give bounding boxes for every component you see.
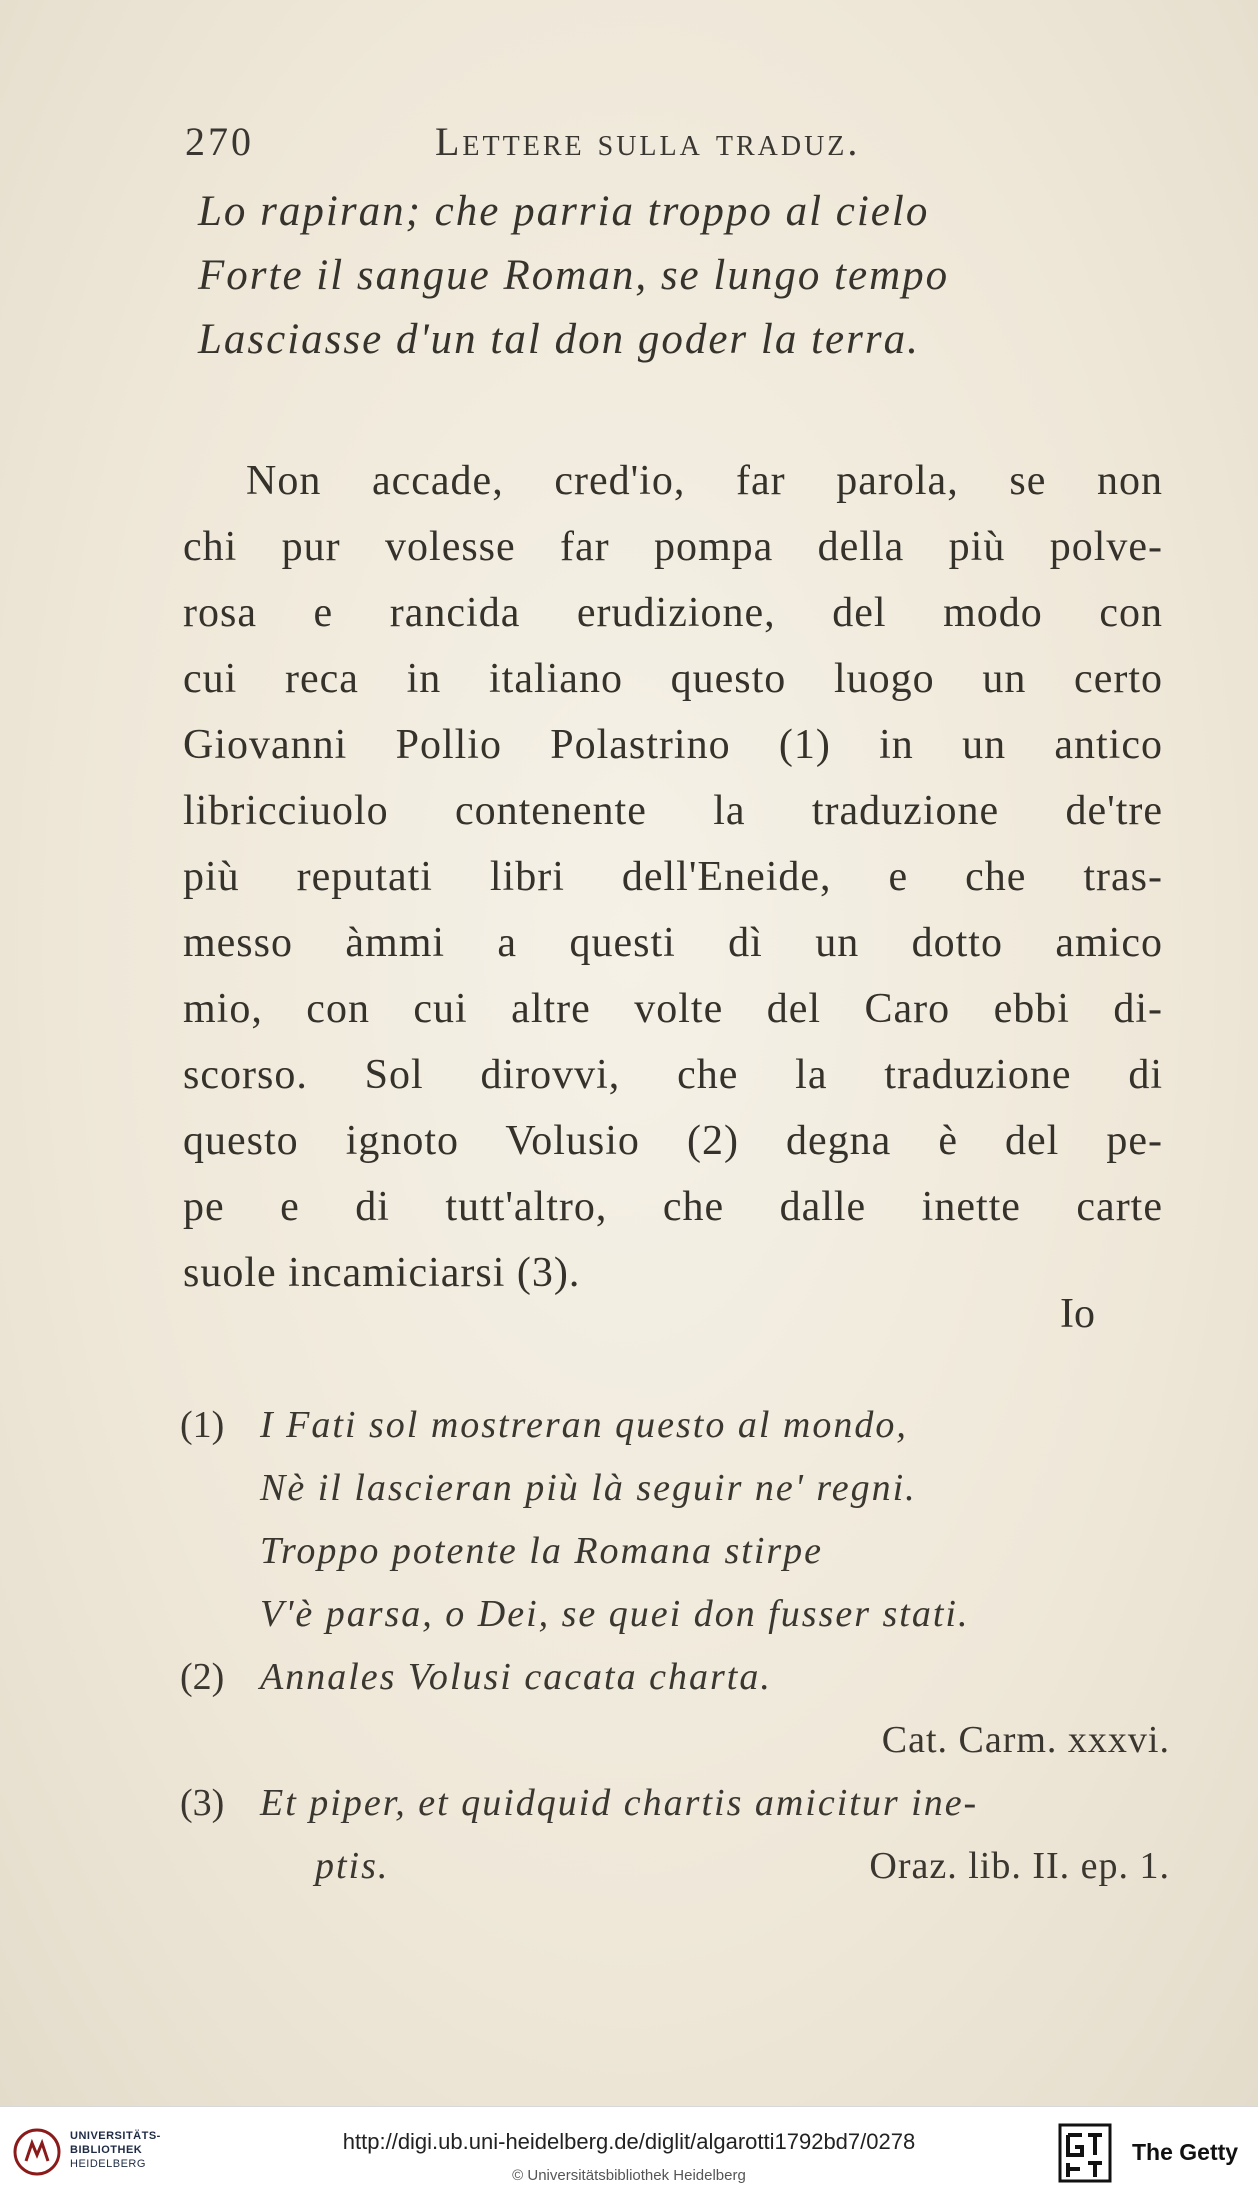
page-header	[185, 118, 1185, 178]
footnote-1-cont	[180, 1457, 1170, 1520]
footnote-verse: I Fati sol mostreran questo al mondo,	[260, 1404, 908, 1446]
body-line: cui reca in italiano questo luogo un certo	[183, 656, 1163, 702]
body-line: Non accade, cred'io, far parola, se non	[246, 458, 1163, 504]
footnote-source: Cat. Carm. xxxvi.	[881, 1719, 1170, 1761]
verse-line: Lasciasse d'un tal don goder la terra.	[198, 316, 920, 363]
footnote-2-source	[180, 1709, 1170, 1772]
permalink-url[interactable]: http://digi.ub.uni-heidelberg.de/diglit/algarotti1792bd7/0278	[342, 2129, 916, 2154]
copyright-notice: © Universitätsbibliothek Heidelberg	[512, 2167, 746, 2184]
body-line: chi pur volesse far pompa della più polve-	[183, 524, 1163, 570]
page-number: 270	[185, 119, 254, 164]
footnotes	[180, 1394, 1170, 1898]
body-line: più reputati libri dell'Eneide, e che tras-	[183, 854, 1163, 900]
body-line: libricciuolo contenente la traduzione de'tre	[183, 788, 1163, 834]
body-line: mio, con cui altre volte del Caro ebbi di-	[183, 986, 1163, 1032]
footer-bar	[0, 2106, 1258, 2197]
verse-line: Forte il sangue Roman, se lungo tempo	[198, 252, 950, 299]
footnote-mark: (3)	[180, 1782, 225, 1824]
footnote-text: Annales Volusi cacata charta.	[260, 1656, 772, 1698]
body-line: Giovanni Pollio Polastrino (1) in un antico	[183, 722, 1163, 768]
footnote-1-cont	[180, 1583, 1170, 1646]
body-line: messo àmmi a questi dì un dotto amico	[183, 920, 1163, 966]
footnote-mark: (1)	[180, 1404, 225, 1446]
footnote-verse: Nè il lascieran più là seguir ne' regni.	[260, 1467, 917, 1509]
footnote-2	[180, 1646, 1170, 1709]
footnote-3-cont	[180, 1835, 1170, 1898]
verse-quotation	[198, 180, 1168, 372]
body-line: scorso. Sol dirovvi, che la traduzione di	[183, 1052, 1163, 1098]
footnote-source: Oraz. lib. II. ep. 1.	[869, 1845, 1170, 1887]
body-line: suole incamiciarsi (3).	[183, 1250, 581, 1296]
body-line: questo ignoto Volusio (2) degna è del pe-	[183, 1118, 1163, 1164]
footnote-verse: V'è parsa, o Dei, se quei don fusser stati.	[260, 1593, 970, 1635]
body-paragraph	[183, 448, 1163, 1306]
body-line: rosa e rancida erudizione, del modo con	[183, 590, 1163, 636]
footnote-3	[180, 1772, 1170, 1835]
getty-logo-icon	[1058, 2123, 1112, 2183]
verse-line: Lo rapiran; che parria troppo al cielo	[198, 188, 930, 235]
footnote-1-cont	[180, 1520, 1170, 1583]
running-title: Lettere sulla traduz.	[435, 119, 861, 164]
body-line: pe e di tutt'altro, che dalle inette carte	[183, 1184, 1163, 1230]
footnote-1	[180, 1394, 1170, 1457]
partner-name: The Getty	[1132, 2139, 1239, 2165]
footnote-mark: (2)	[180, 1656, 225, 1698]
footnote-text: ptis.	[315, 1845, 390, 1887]
footnote-text: Et piper, et quidquid chartis amicitur ine-	[260, 1782, 979, 1824]
catchword: Io	[1060, 1291, 1095, 1337]
footnote-verse: Troppo potente la Romana stirpe	[260, 1530, 824, 1572]
institution-name: UNIVERSITÄTS- BIBLIOTHEK HEIDELBERG	[70, 2130, 161, 2170]
